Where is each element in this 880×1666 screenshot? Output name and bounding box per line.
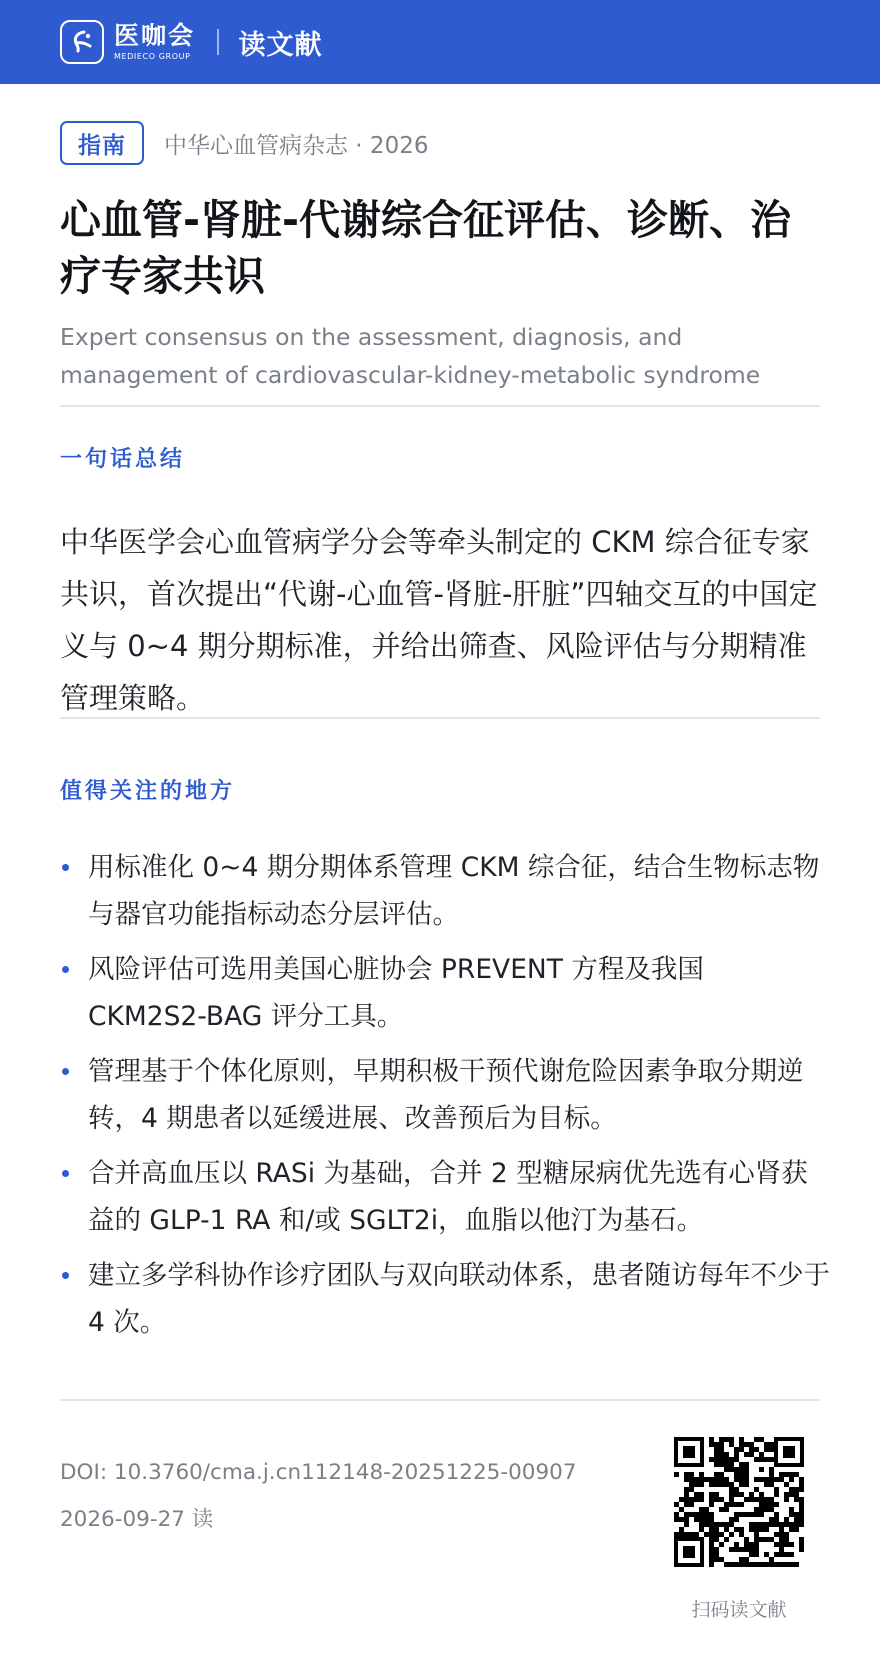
- logo-en-text: MEDIECO GROUP: [114, 52, 191, 61]
- highlights-label: 值得关注的地方: [60, 779, 236, 804]
- journal-info: 中华心血管病杂志 · 2026: [164, 132, 429, 159]
- logo-cn-text: 医咖会: [114, 21, 196, 50]
- logo: [114, 22, 195, 62]
- qr-code-icon[interactable]: [674, 1437, 804, 1567]
- highlight-text: 建立多学科协作诊疗团队与双向联动体系，患者随访每年不少于 4 次。: [88, 1260, 830, 1338]
- bullet-icon: [62, 1272, 69, 1279]
- article-title: 心血管-肾脏-代谢综合征评估、诊断、治疗专家共识: [60, 196, 792, 300]
- list-item: [60, 1048, 830, 1142]
- app-header: [0, 0, 880, 84]
- bullet-icon: [62, 1068, 69, 1075]
- list-item: [60, 946, 830, 1040]
- section-divider: [60, 405, 820, 407]
- highlight-text: 合并高血压以 RASi 为基础，合并 2 型糖尿病优先选有心肾获益的 GLP-1 RA 和/或 SGLT2i，血脂以他汀为基石。: [88, 1158, 808, 1236]
- article-subtitle: Expert consensus on the assessment, diagnosis, and management of cardiovascular-kidney-metabolic syndrome: [60, 323, 761, 389]
- section-divider: [60, 1399, 820, 1401]
- category-tag: 指南: [60, 121, 144, 165]
- highlights-list: [60, 844, 830, 1354]
- highlight-text: 用标准化 0~4 期分期体系管理 CKM 综合征，结合生物标志物与器官功能指标动态分层评估。: [88, 852, 820, 930]
- summary-text: 中华医学会心血管病学分会等牵头制定的 CKM 综合征专家共识，首次提出“代谢-心血管-肾脏-肝脏”四轴交互的中国定义与 0~4 期分期标准，并给出筛查、风险评估与分期精准管理策略。: [60, 525, 818, 715]
- list-item: [60, 1150, 830, 1244]
- qr-label: 扫码读文献: [691, 1599, 787, 1621]
- logo-icon: [60, 20, 104, 64]
- summary-label: 一句话总结: [60, 447, 186, 472]
- meta-row: [60, 121, 428, 165]
- section-divider: [60, 717, 820, 719]
- highlight-text: 管理基于个体化原则，早期积极干预代谢危险因素争取分期逆转，4 期患者以延缓进展、改善预后为目标。: [88, 1056, 804, 1134]
- bullet-icon: [62, 864, 69, 871]
- bullet-icon: [62, 1170, 69, 1177]
- list-item: [60, 844, 830, 938]
- highlight-text: 风险评估可选用美国心脏协会 PREVENT 方程及我国 CKM2S2-BAG 评分工具。: [88, 954, 704, 1032]
- header-divider: [217, 29, 219, 55]
- list-item: [60, 1252, 830, 1346]
- doi-link[interactable]: DOI: 10.3760/cma.j.cn112148-20251225-00907: [60, 1460, 577, 1485]
- header-title: 读文献: [238, 29, 323, 61]
- read-date: 2026-09-27 读: [60, 1507, 214, 1532]
- bullet-icon: [62, 966, 69, 973]
